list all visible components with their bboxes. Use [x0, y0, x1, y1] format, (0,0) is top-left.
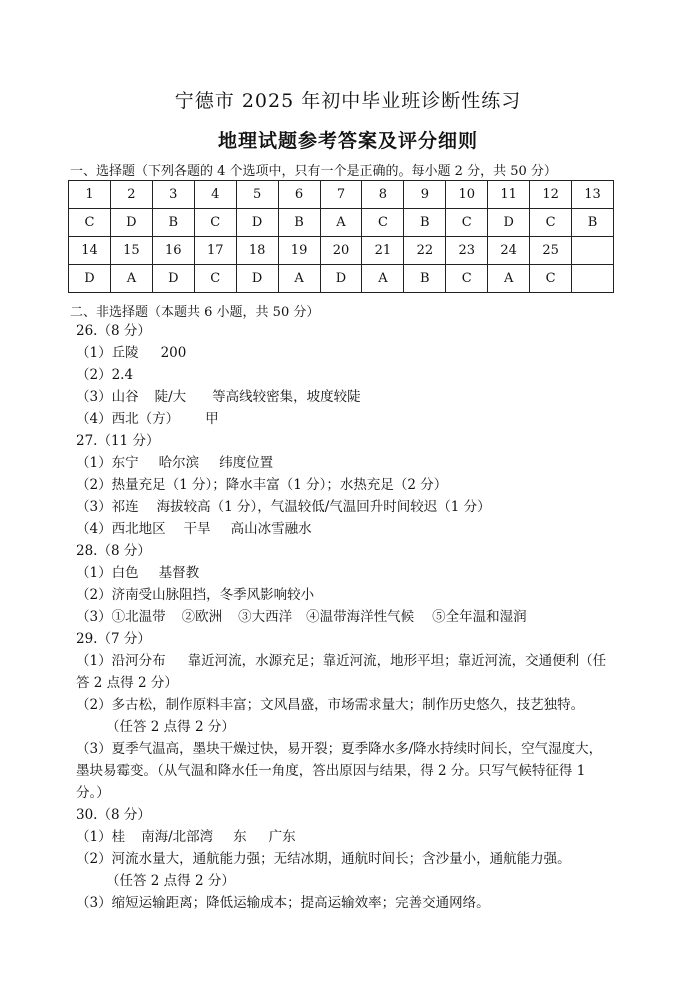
- q26-part1-a: （1）丘陵: [76, 345, 139, 361]
- question-number-cell: 9: [404, 181, 446, 209]
- answer-cell: C: [530, 265, 572, 293]
- q30-part2-note: （任答 2 点得 2 分）: [106, 873, 235, 889]
- q26-part4: [76, 410, 219, 429]
- question-number-cell: 13: [572, 181, 614, 209]
- q30-part1-d: 广东: [268, 829, 296, 845]
- q26-part3-b: 陡/大: [154, 389, 187, 405]
- answer-cell: C: [194, 265, 236, 293]
- question-number-cell: 8: [362, 181, 404, 209]
- question-number-cell: 10: [446, 181, 488, 209]
- q27-part3-a: （3）祁连: [76, 499, 139, 515]
- question-number-cell: 1: [69, 181, 111, 209]
- q27-part4-c: 高山冰雪融水: [230, 521, 312, 537]
- question-number-cell: 2: [110, 181, 152, 209]
- q26-part1-b: 200: [160, 345, 187, 361]
- multiple-choice-answer-table: [68, 180, 614, 293]
- question-number-cell: 25: [530, 237, 572, 265]
- q27-part1-c: 纬度位置: [219, 455, 274, 471]
- q26-heading: 26.（8 分）: [76, 323, 151, 339]
- q30-heading: 30.（8 分）: [76, 807, 151, 823]
- q29-heading: 29.（7 分）: [76, 631, 151, 647]
- q26-part2: （2）2.4: [76, 367, 134, 383]
- q30-part1-a: （1）桂: [76, 829, 126, 845]
- question-number-cell: 18: [236, 237, 278, 265]
- answer-cell: B: [404, 209, 446, 237]
- q29-part3-cont: 墨块易霉变。（从气温和降水任一角度，答出原因与结果，得 2 分。只写气候特征得 1: [76, 763, 586, 779]
- q29-part1-cont: 答 2 点得 2 分）: [76, 675, 178, 691]
- answer-row: [69, 265, 614, 293]
- q29-part2: （2）多古松，制作原料丰富；文风昌盛，市场需求量大；制作历史悠久，技艺独特。: [76, 697, 585, 713]
- answer-cell: D: [69, 265, 111, 293]
- question-number-cell: 20: [320, 237, 362, 265]
- answer-cell: B: [404, 265, 446, 293]
- section2-heading: 二、非选择题（本题共 6 小题，共 50 分）: [70, 305, 320, 320]
- answer-cell: B: [152, 209, 194, 237]
- question-number-cell: 5: [236, 181, 278, 209]
- answer-cell: C: [194, 209, 236, 237]
- question-number-cell: 11: [488, 181, 530, 209]
- answer-cell: D: [488, 209, 530, 237]
- q29-part2-note: （任答 2 点得 2 分）: [106, 719, 235, 735]
- q30-part1-c: 东: [233, 829, 247, 845]
- question-number-cell: 3: [152, 181, 194, 209]
- q30-part1-b: 南海/北部湾: [141, 829, 214, 845]
- q27-part3: [76, 498, 491, 517]
- question-number-cell: 19: [278, 237, 320, 265]
- question-number-cell: 15: [110, 237, 152, 265]
- q28-part3: [76, 608, 527, 627]
- q27-part1-a: （1）东宁: [76, 455, 139, 471]
- answer-cell: D: [236, 265, 278, 293]
- document-title: 宁德市 2025 年初中毕业班诊断性练习: [174, 90, 522, 112]
- q30-part3: （3）缩短运输距离；降低运输成本；提高运输效率；完善交通网络。: [76, 895, 490, 911]
- answer-cell: A: [488, 265, 530, 293]
- q26-part4-a: （4）西北（方）: [76, 411, 180, 427]
- question-number-cell: 14: [69, 237, 111, 265]
- answer-cell: C: [446, 209, 488, 237]
- question-number-cell: 17: [194, 237, 236, 265]
- question-number-row: [69, 181, 614, 209]
- answer-cell: A: [320, 209, 362, 237]
- question-number-cell: 7: [320, 181, 362, 209]
- answer-cell: D: [152, 265, 194, 293]
- answer-cell: C: [362, 209, 404, 237]
- q28-part3-b: ②欧洲: [181, 609, 223, 625]
- question-number-cell: 23: [446, 237, 488, 265]
- answer-cell: B: [572, 209, 614, 237]
- question-number-row: [69, 237, 614, 265]
- answer-cell: C: [530, 209, 572, 237]
- q27-part3-b: 海拔较高（1 分），气温较低/气温回升时间较迟（1 分）: [156, 499, 491, 515]
- section1-heading: 一、选择题（下列各题的 4 个选项中，只有一个是正确的。每小题 2 分，共 50 分）: [70, 164, 557, 179]
- q27-part4-b: 干旱: [183, 521, 211, 537]
- document-subtitle: 地理试题参考答案及评分细则: [217, 130, 478, 152]
- q28-part1: [76, 564, 199, 583]
- question-number-cell: 22: [404, 237, 446, 265]
- q26-part1: [76, 344, 186, 363]
- answer-cell: D: [110, 209, 152, 237]
- question-number-cell: 21: [362, 237, 404, 265]
- answer-cell: A: [278, 265, 320, 293]
- q27-part1-b: 哈尔滨: [158, 455, 200, 471]
- q28-part3-d: ④温带海洋性气候: [306, 609, 415, 625]
- answer-cell: D: [236, 209, 278, 237]
- answer-cell: [572, 265, 614, 293]
- q29-part3-end: 分。）: [76, 785, 110, 801]
- q30-part2: （2）河流水量大，通航能力强；无结冰期，通航时间长；含沙量小，通航能力强。: [76, 851, 571, 867]
- answer-cell: C: [69, 209, 111, 237]
- q30-part1: [76, 828, 296, 847]
- q28-heading: 28.（8 分）: [76, 543, 151, 559]
- question-number-cell: 16: [152, 237, 194, 265]
- q29-part1-a: （1）沿河分布: [76, 653, 166, 669]
- answer-cell: C: [446, 265, 488, 293]
- answer-cell: D: [320, 265, 362, 293]
- q29-part1: [76, 652, 606, 671]
- q28-part1-a: （1）白色: [76, 565, 139, 581]
- q26-part3: [76, 388, 361, 407]
- q29-part1-b: 靠近河流，水源充足；靠近河流，地形平坦；靠近河流，交通便利（任: [187, 653, 607, 669]
- answer-cell: A: [362, 265, 404, 293]
- answer-cell: B: [278, 209, 320, 237]
- question-number-cell: 4: [194, 181, 236, 209]
- q28-part2: （2）济南受山脉阻挡，冬季风影响较小: [76, 587, 315, 603]
- answer-cell: A: [110, 265, 152, 293]
- q27-part4-a: （4）西北地区: [76, 521, 166, 537]
- q28-part3-e: ⑤全年温和湿润: [432, 609, 527, 625]
- q26-part3-c: 等高线较密集，坡度较陡: [212, 389, 361, 405]
- q27-part2: （2）热量充足（1 分）；降水丰富（1 分）；水热充足（2 分）: [76, 477, 448, 493]
- q26-part4-b: 甲: [205, 411, 219, 427]
- answer-row: [69, 209, 614, 237]
- q27-part4: [76, 520, 312, 539]
- q27-part1: [76, 454, 273, 473]
- question-number-cell: [572, 237, 614, 265]
- question-number-cell: 6: [278, 181, 320, 209]
- q29-part3: （3）夏季气温高，墨块干燥过快，易开裂；夏季降水多/降水持续时间长，空气湿度大，: [76, 741, 603, 757]
- q28-part1-b: 基督教: [158, 565, 200, 581]
- question-number-cell: 24: [488, 237, 530, 265]
- q28-part3-a: （3）①北温带: [76, 609, 166, 625]
- q27-heading: 27.（11 分）: [76, 433, 160, 449]
- q26-part3-a: （3）山谷: [76, 389, 139, 405]
- q28-part3-c: ③大西洋: [238, 609, 293, 625]
- question-number-cell: 12: [530, 181, 572, 209]
